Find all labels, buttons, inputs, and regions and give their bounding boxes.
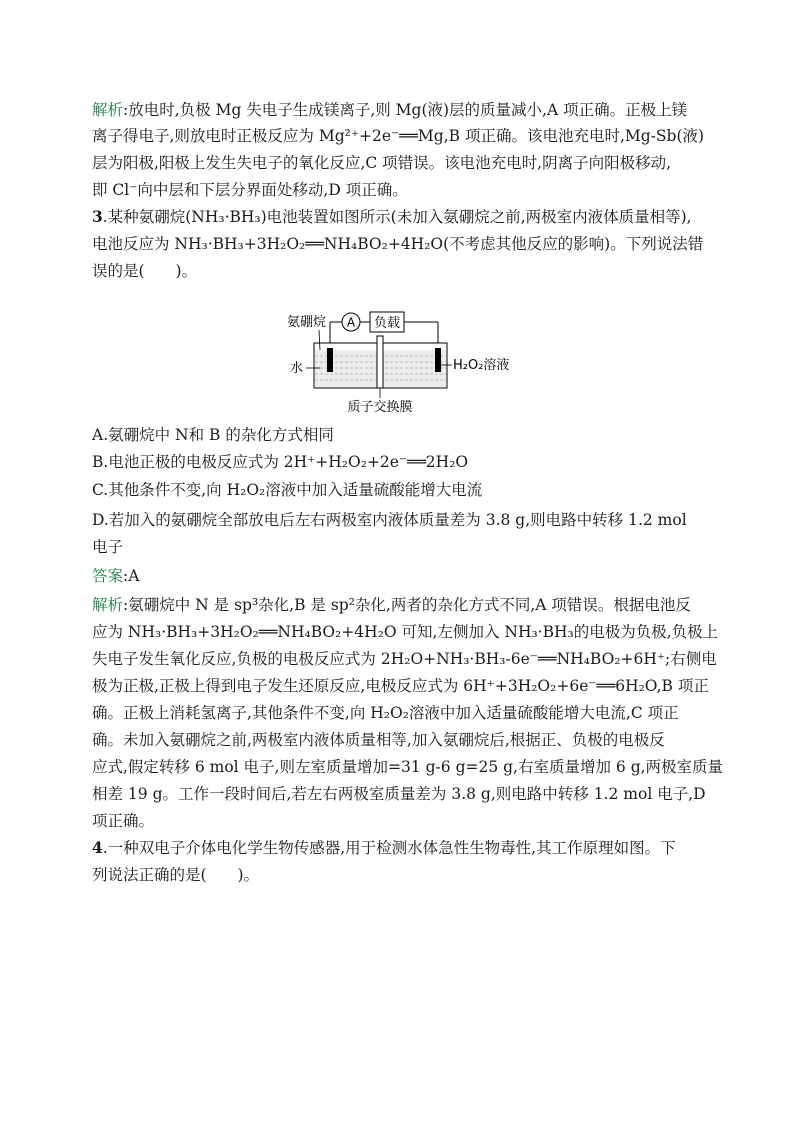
positive-electrode bbox=[435, 348, 441, 372]
ammeter-label: A bbox=[346, 315, 356, 330]
load-label: 负载 bbox=[373, 316, 401, 331]
analysis-2-line-2: 应为 NH₃·BH₃+3H₂O₂══NH₄BO₂+4H₂O 可知,左侧加入 NH₃·BH₃的电极为负极,负极上 bbox=[92, 623, 719, 641]
answer-label: 答案 bbox=[92, 567, 124, 585]
analysis-2-line-9: 项正确。 bbox=[92, 812, 155, 830]
membrane-label: 质子交换膜 bbox=[347, 400, 413, 414]
negative-electrode bbox=[327, 348, 333, 372]
water-label: 水 bbox=[290, 361, 304, 376]
question-3-line-3: 误的是( )。 bbox=[92, 262, 198, 280]
answer-line bbox=[92, 566, 139, 586]
answer-value: :A bbox=[123, 567, 140, 585]
option-d-line-1: D.若加入的氨硼烷全部放电后左右两极室内液体质量差为 3.8 g,则电路中转移 1.2 mol bbox=[92, 511, 687, 529]
option-a: A.氨硼烷中 N和 B 的杂化方式相同 bbox=[92, 426, 334, 444]
proton-exchange-membrane bbox=[377, 336, 383, 388]
analysis-2-line-6: 确。未加入氨硼烷之前,两极室内液体质量相等,加入氨硼烷后,根据正、负极的电极反 bbox=[92, 731, 665, 749]
question-number: 4 bbox=[92, 838, 103, 857]
battery-diagram bbox=[270, 302, 520, 414]
analysis-2-line-4: 极为正极,正极上得到电子发生还原反应,电极反应式为 6H⁺+3H₂O₂+6e⁻══6H₂O,B 项正 bbox=[92, 677, 709, 695]
option-b: B.电池正极的电极反应式为 2H⁺+H₂O₂+2e⁻══2H₂O bbox=[92, 453, 469, 471]
question-3-line-2: 电池反应为 NH₃·BH₃+3H₂O₂══NH₄BO₂+4H₂O(不考虑其他反应的影响)。下列说法错 bbox=[92, 235, 704, 253]
option-c: C.其他条件不变,向 H₂O₂溶液中加入适量硫酸能增大电流 bbox=[92, 481, 483, 499]
analysis-2-line-7: 应式,假定转移 6 mol 电子,则左室质量增加=31 g-6 g=25 g,右室质量增加 6 g,两极室质量 bbox=[92, 758, 724, 776]
h2o2-solution-label: H₂O₂溶液 bbox=[453, 358, 510, 373]
analysis-2-line-3: 失电子发生氧化反应,负极的电极反应式为 2H₂O+NH₃·BH₃-6e⁻══NH₄BO₂+6H⁺;右侧电 bbox=[92, 650, 717, 668]
analysis-1-line-3: 层为阳极,阳极上发生失电子的氧化反应,C 项错误。该电池充电时,阴离子向阳极移动, bbox=[92, 154, 671, 172]
question-3-line-1: 3.某种氨硼烷(NH₃·BH₃)电池装置如图所示(未加入氨硼烷之前,两极室内液体质量相等), bbox=[92, 207, 692, 226]
analysis-2-line-8: 相差 19 g。工作一段时间后,若左右两极室质量差为 3.8 g,则电路中转移 1.2 mol 电子,D bbox=[92, 785, 706, 803]
analysis-1-line-2: 离子得电子,则放电时正极反应为 Mg²⁺+2e⁻══Mg,B 项正确。该电池充电时,Mg-Sb(液) bbox=[92, 127, 705, 145]
analysis-2-line-5: 确。正极上消耗氢离子,其他条件不变,向 H₂O₂溶液中加入适量硫酸能增大电流,C 项正 bbox=[92, 704, 679, 722]
analysis-label: 解析 bbox=[92, 596, 124, 614]
question-4-line-1: 4.一种双电子介体电化学生物传感器,用于检测水体急性生物毒性,其工作原理如图。下 bbox=[92, 838, 676, 857]
analysis-1-line-1: 解析:放电时,负极 Mg 失电子生成镁离子,则 Mg(液)层的质量减小,A 项正确。正极上镁 bbox=[92, 101, 688, 119]
analysis-label: 解析 bbox=[92, 101, 124, 119]
analysis-1-line-4: 即 Cl⁻向中层和下层分界面处移动,D 项正确。 bbox=[92, 181, 408, 199]
ammonia-borane-label: 氨硼烷 bbox=[287, 315, 327, 330]
question-4-line-2: 列说法正确的是( )。 bbox=[92, 866, 260, 884]
analysis-2-line-1: 解析:氨硼烷中 N 是 sp³杂化,B 是 sp²杂化,两者的杂化方式不同,A 项错误。根据电池反 bbox=[92, 596, 691, 614]
option-d-line-2: 电子 bbox=[92, 538, 124, 556]
question-number: 3 bbox=[92, 207, 103, 226]
